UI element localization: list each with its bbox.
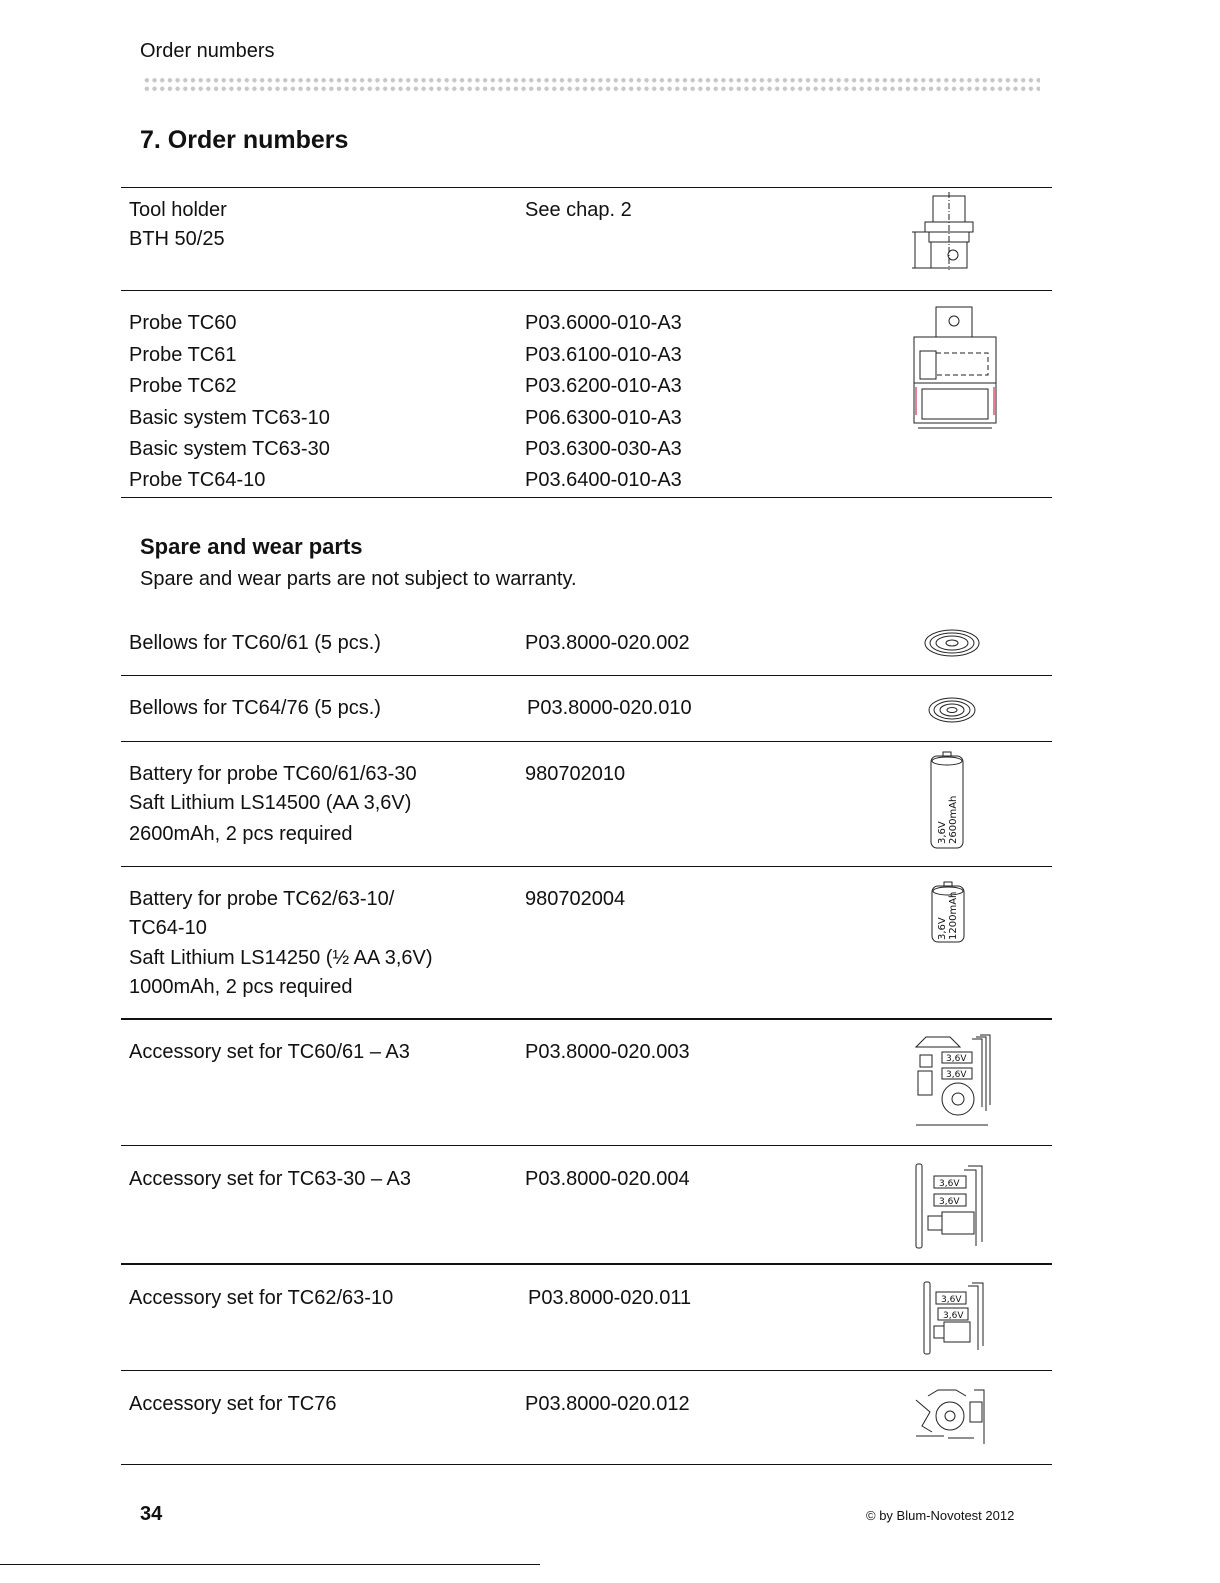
item-name: Basic system TC63-30 — [129, 438, 330, 460]
battery-voltage-label: 3,6V — [946, 1054, 967, 1064]
item-name: TC64-10 — [129, 917, 207, 939]
page-number: 34 — [140, 1503, 163, 1525]
order-number: 980702010 — [525, 763, 626, 785]
copyright: © by Blum-Novotest 2012 — [866, 1508, 1015, 1523]
item-name: 1000mAh, 2 pcs required — [129, 976, 353, 998]
order-number: See chap. 2 — [525, 199, 632, 221]
order-number: P03.6200-010-A3 — [525, 375, 682, 397]
probe-icon — [910, 305, 1000, 433]
battery-capacity-label: 2600mAh — [948, 795, 959, 844]
item-name: Saft Lithium LS14500 (AA 3,6V) — [129, 792, 412, 814]
item-name: Bellows for TC64/76 (5 pcs.) — [129, 697, 381, 719]
battery-voltage-label: 3,6V — [937, 917, 948, 940]
item-name: Tool holder — [129, 199, 227, 221]
battery-voltage-label: 3,6V — [939, 1197, 960, 1207]
order-number: P03.8000-020.010 — [527, 697, 692, 719]
accessory-set-icon — [910, 1033, 995, 1131]
table-rule — [121, 187, 1052, 188]
table-rule — [121, 1464, 1052, 1465]
item-name: Accessory set for TC62/63-10 — [129, 1287, 394, 1309]
order-number: P03.6000-010-A3 — [525, 312, 682, 334]
item-name: Probe TC64-10 — [129, 469, 266, 491]
header-dotted-rule — [143, 76, 1040, 93]
order-number: P03.8000-020.011 — [528, 1287, 692, 1309]
footer-rule — [0, 1564, 540, 1565]
table-rule — [121, 1018, 1052, 1020]
item-name: Saft Lithium LS14250 (½ AA 3,6V) — [129, 947, 433, 969]
accessory-set-icon — [920, 1280, 990, 1356]
order-number: P03.6300-030-A3 — [525, 438, 682, 460]
battery-voltage-label: 3,6V — [939, 1179, 960, 1189]
order-number: P03.8000-020.002 — [525, 632, 690, 654]
accessory-set-icon — [910, 1386, 990, 1446]
item-name: Battery for probe TC62/63-10/ — [129, 888, 395, 910]
item-name: Accessory set for TC76 — [129, 1393, 337, 1415]
warranty-note: Spare and wear parts are not subject to warranty. — [140, 568, 577, 590]
item-name: Probe TC62 — [129, 375, 237, 397]
item-name: Battery for probe TC60/61/63-30 — [129, 763, 417, 785]
item-name: Basic system TC63-10 — [129, 407, 330, 429]
item-name: BTH 50/25 — [129, 228, 225, 250]
item-name: Accessory set for TC60/61 – A3 — [129, 1041, 410, 1063]
item-name: Probe TC60 — [129, 312, 237, 334]
order-number: P06.6300-010-A3 — [525, 407, 682, 429]
order-number: P03.8000-020.012 — [525, 1393, 690, 1415]
table-rule — [121, 1145, 1052, 1146]
battery-voltage-label: 3,6V — [946, 1070, 967, 1080]
table-rule — [121, 866, 1052, 867]
table-rule — [121, 497, 1052, 498]
item-name: Probe TC61 — [129, 344, 237, 366]
battery-voltage-label: 3,6V — [943, 1311, 964, 1321]
battery-icon — [925, 752, 971, 852]
battery-voltage-label: 3,6V — [941, 1295, 962, 1305]
battery-icon — [928, 882, 974, 946]
section-title: Spare and wear parts — [140, 534, 363, 559]
running-header: Order numbers — [140, 40, 275, 62]
tool-holder-icon — [905, 192, 985, 272]
battery-capacity-label: 1200mAh — [948, 891, 959, 940]
chapter-title: 7. Order numbers — [140, 126, 349, 154]
item-name: Bellows for TC60/61 (5 pcs.) — [129, 632, 381, 654]
item-name: Accessory set for TC63-30 – A3 — [129, 1168, 411, 1190]
battery-voltage-label: 3,6V — [937, 821, 948, 844]
bellows-icon — [926, 695, 978, 725]
table-rule — [121, 741, 1052, 742]
accessory-set-icon — [912, 1162, 992, 1252]
order-number: P03.8000-020.004 — [525, 1168, 690, 1190]
order-number: P03.6400-010-A3 — [525, 469, 682, 491]
order-number: P03.6100-010-A3 — [525, 344, 682, 366]
bellows-icon — [922, 626, 982, 660]
item-name: 2600mAh, 2 pcs required — [129, 823, 353, 845]
table-rule — [121, 1263, 1052, 1265]
order-number: P03.8000-020.003 — [525, 1041, 690, 1063]
table-rule — [121, 1370, 1052, 1371]
table-rule — [121, 675, 1052, 676]
table-rule — [121, 290, 1052, 291]
order-number: 980702004 — [525, 888, 626, 910]
